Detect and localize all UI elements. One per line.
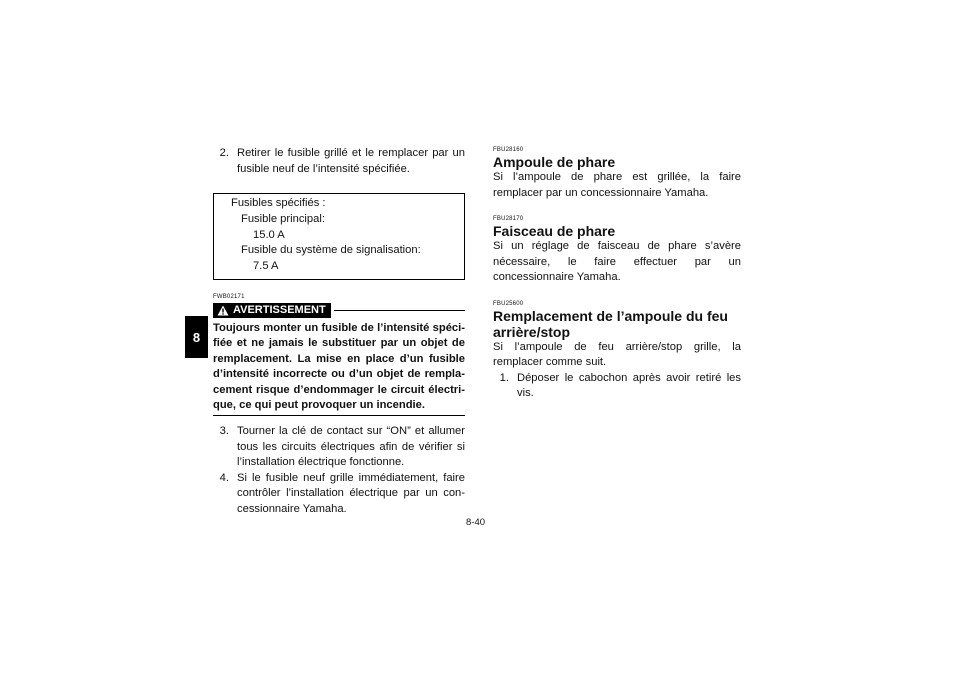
spec-signal-label: Fusible du système de signalisation: [241,244,421,257]
warning-label: AVERTISSEMENT [233,303,326,316]
page-number: 8-40 [466,517,486,528]
section-text: Si l’ampoule de feu arrière/stop grille, la remplacer comme suit. [493,340,741,368]
section-code: FBU28170 [493,216,524,222]
section-code: FBU28160 [493,147,524,153]
spec-main-label: Fusible principal: [241,212,325,225]
spec-signal-value: 7.5 A [253,260,279,273]
step-text: Si le fusible neuf grille immédiatement, faire contrôler l’installation électrique par un concessionnaire Yamaha. [237,471,465,515]
section-code: FBU25600 [493,300,524,307]
warning-badge [213,303,331,318]
step-number: 4. [219,471,229,484]
section-title-tail-brake-bulb: Remplacement de l’ampoule du feu arrière/stop [493,307,728,340]
step-number: 1. [499,371,509,384]
step-number: 2. [219,147,229,159]
spec-title: Fusibles spécifiés : [231,197,326,209]
right-column [493,146,741,402]
step-number: 3. [219,425,229,438]
specification-box [213,193,465,280]
warning-text: Toujours monter un fusible de l’intensité spécifiée et ne jamais le substituer par un objet de remplacement. La mise en place d’un fusible d’intensité incorrecte ou d’un objet de remplacement risque d’endommager le circuit électrique, ce qui peut provoquer un incendie. [213,321,465,416]
step-1 [493,371,741,402]
step-4 [213,471,465,518]
left-column [213,146,465,517]
warning-triangle-icon [217,305,229,316]
step-text: Déposer le cabochon après avoir retiré les vis. [517,371,741,399]
step-3 [213,424,465,471]
chapter-tab: 8 [185,316,208,358]
section-title-headlight-beam: Faisceau de phare [493,223,616,239]
warning-header [213,303,465,318]
section-text: Si un réglage de faisceau de phare s’avère nécessaire, le faire effectuer par un concessionnaire Yamaha. [493,240,741,283]
step-text: Retirer le fusible grillé et le remplacer par un fusible neuf de l’intensité spécifiée. [237,147,465,175]
step-text: Tourner la clé de contact sur “ON” et allumer tous les circuits électriques afin de vérifier si l’installation électrique fonctionne. [237,425,465,469]
warning-code: FWB02171 [213,293,245,300]
step-2 [213,146,465,177]
section-text: Si l’ampoule de phare est grillée, la faire remplacer par un concessionnaire Yamaha. [493,171,741,199]
warning-rule [334,310,465,311]
spec-main-value: 15.0 A [253,228,285,241]
section-title-headlight-bulb: Ampoule de phare [493,154,616,170]
